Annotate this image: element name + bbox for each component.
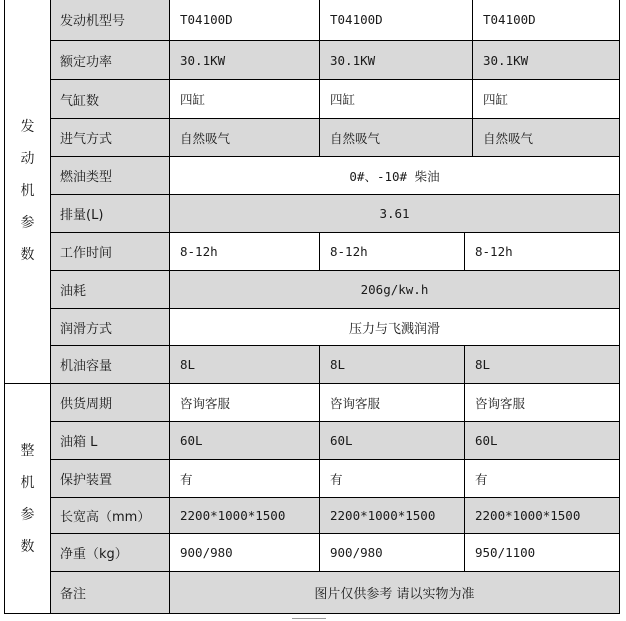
row-label-working-time: 工作时间: [50, 232, 170, 271]
row-label-intake: 进气方式: [50, 118, 170, 157]
rated-power-value: 30.1KW: [319, 40, 473, 80]
row-label-cylinders: 气缸数: [50, 79, 170, 119]
row-label-remarks: 备注: [50, 571, 170, 614]
row-label-engine-model: 发动机型号: [50, 0, 170, 41]
section-engine-params: [4, 0, 51, 384]
section-char: 整: [20, 442, 35, 459]
rated-power-value: 30.1KW: [472, 40, 620, 80]
fuel-tank-value: 60L: [319, 421, 465, 460]
section-char: 发: [20, 119, 35, 135]
protection-value: 有: [169, 459, 320, 498]
row-label-net-weight: 净重（kg）: [50, 533, 170, 572]
row-label-protection: 保护装置: [50, 459, 170, 498]
section-char: 数: [20, 247, 35, 263]
row-label-fuel-consumption: 油耗: [50, 270, 170, 309]
oil-capacity-value: 8L: [464, 345, 620, 384]
row-label-supply-period: 供货周期: [50, 383, 170, 422]
displacement-value: 3.61: [169, 194, 620, 233]
protection-value: 有: [464, 459, 620, 498]
cylinders-value: 四缸: [472, 79, 620, 119]
oil-capacity-value: 8L: [169, 345, 320, 384]
net-weight-value: 900/980: [319, 533, 465, 572]
engine-model-value: T04100D: [319, 0, 473, 41]
dimensions-value: 2200*1000*1500: [464, 497, 620, 534]
section-char: 数: [20, 538, 35, 555]
section-machine-params: [4, 383, 51, 614]
remarks-value: 图片仅供参考 请以实物为准: [169, 571, 620, 614]
cylinders-value: 四缸: [169, 79, 320, 119]
section-char: 参: [20, 506, 35, 523]
engine-model-value: T04100D: [169, 0, 320, 41]
intake-value: 自然吸气: [319, 118, 473, 157]
row-label-lubrication: 润滑方式: [50, 308, 170, 346]
dimensions-value: 2200*1000*1500: [169, 497, 320, 534]
row-label-fuel-tank: 油箱 L: [50, 421, 170, 460]
dimensions-value: 2200*1000*1500: [319, 497, 465, 534]
section-char: 机: [20, 183, 35, 199]
section-char: 参: [20, 215, 35, 231]
bottom-rule-fragment: [292, 618, 326, 619]
supply-period-value: 咨询客服: [319, 383, 465, 422]
row-label-dimensions: 长宽高（mm）: [50, 497, 170, 534]
fuel-consumption-value: 206g/kw.h: [169, 270, 620, 309]
working-time-value: 8-12h: [319, 232, 465, 271]
section-char: 动: [20, 151, 35, 167]
section-char: 机: [20, 474, 35, 491]
row-label-oil-capacity: 机油容量: [50, 345, 170, 384]
net-weight-value: 900/980: [169, 533, 320, 572]
row-label-rated-power: 额定功率: [50, 40, 170, 80]
fuel-type-value: 0#、-10# 柴油: [169, 156, 620, 195]
cylinders-value: 四缸: [319, 79, 473, 119]
supply-period-value: 咨询客服: [169, 383, 320, 422]
intake-value: 自然吸气: [472, 118, 620, 157]
fuel-tank-value: 60L: [464, 421, 620, 460]
protection-value: 有: [319, 459, 465, 498]
row-label-displacement: 排量(L): [50, 194, 170, 233]
net-weight-value: 950/1100: [464, 533, 620, 572]
supply-period-value: 咨询客服: [464, 383, 620, 422]
working-time-value: 8-12h: [169, 232, 320, 271]
rated-power-value: 30.1KW: [169, 40, 320, 80]
oil-capacity-value: 8L: [319, 345, 465, 384]
engine-model-value: T04100D: [472, 0, 620, 41]
intake-value: 自然吸气: [169, 118, 320, 157]
fuel-tank-value: 60L: [169, 421, 320, 460]
working-time-value: 8-12h: [464, 232, 620, 271]
row-label-fuel-type: 燃油类型: [50, 156, 170, 195]
lubrication-value: 压力与飞溅润滑: [169, 308, 620, 346]
